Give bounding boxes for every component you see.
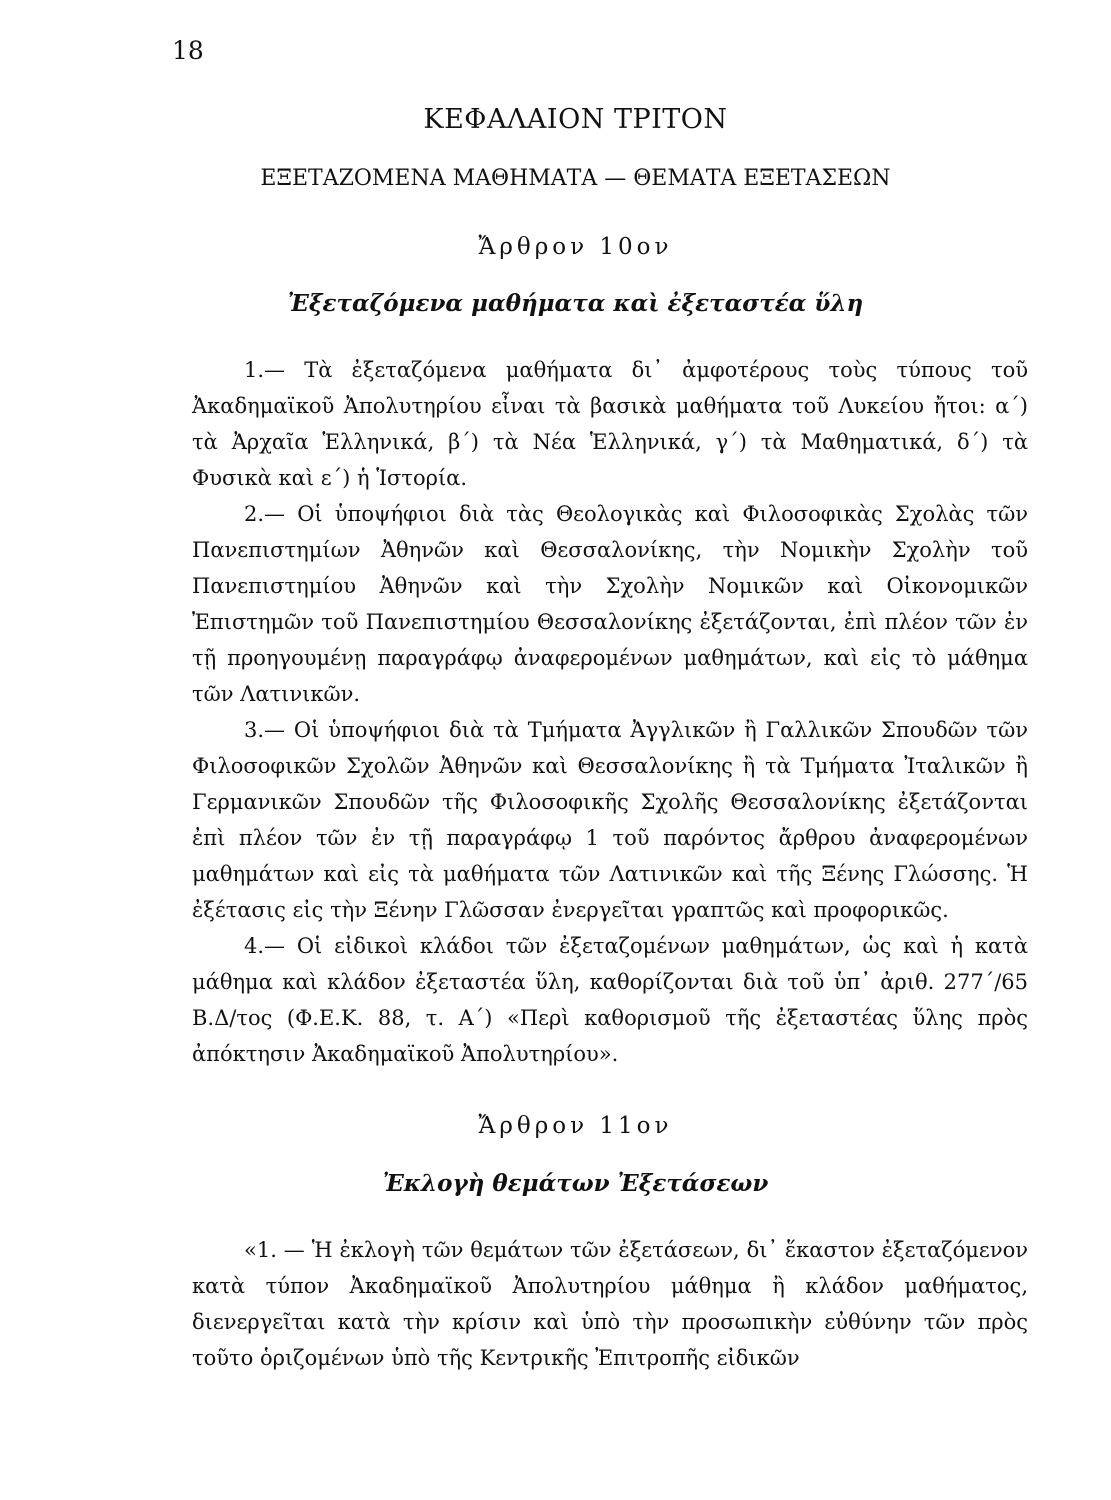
article-10-heading: Ἄρθρον 10ον (478, 234, 673, 260)
article-10-paragraph-4: 4.— Οἱ εἰδικοὶ κλάδοι τῶν ἐξεταζομένων μαθημάτων, ὡς καὶ ἡ κατὰ μάθημα καὶ κλάδον ἐξεταστέα ὕλη, καθορίζονται διὰ τοῦ ὑπ᾿ ἀριθ. 277΄/65 Β.Δ/τος (Φ.Ε.Κ. 88, τ. Α΄) «Περὶ καθορισμοῦ τῆς ἐξεταστέας ὕλης πρὸς ἀπόκτησιν Ἀκαδημαϊκοῦ Ἀπολυτηρίου». (192, 934, 1028, 1066)
section-title: ΕΞΕΤΑΖΟΜΕΝΑ ΜΑΘΗΜΑΤΑ — ΘΕΜΑΤΑ ΕΞΕΤΑΣΕΩΝ (260, 166, 891, 191)
page-number: 18 (172, 36, 204, 65)
article-11-heading: Ἄρθρον 11ον (478, 1113, 673, 1139)
article-10-body (192, 352, 1028, 1072)
article-10-paragraph-2: 2.— Οἱ ὑποψήφιοι διὰ τὰς Θεολογικὰς καὶ Φιλοσοφικὰς Σχολὰς τῶν Πανεπιστημίων Ἀθηνῶν καὶ Θεσσαλονίκης, τὴν Νομικὴν Σχολὴν τοῦ Πανεπιστημίου Ἀθηνῶν καὶ τὴν Σχολὴν Νομικῶν καὶ Οἰκονομικῶν Ἐπιστημῶν τοῦ Πανεπιστημίου Θεσσαλονίκης ἐξετάζονται, ἐπὶ πλέον τῶν ἐν τῇ προηγουμένῃ παραγράφῳ ἀναφερομένων μαθημάτων, καὶ εἰς τὸ μάθημα τῶν Λατινικῶν. (192, 502, 1028, 706)
article-11-paragraph-1: «1. — Ἡ ἐκλογὴ τῶν θεμάτων τῶν ἐξετάσεων, δι᾿ ἕκαστον ἐξεταζόμενον κατὰ τύπον Ἀκαδημαϊκοῦ Ἀπολυτηρίου μάθημα ἢ κλάδον μαθήματος, διενεργεῖται κατὰ τὴν κρίσιν καὶ ὑπὸ τὴν προσωπικὴν εὐθύνην τῶν πρὸς τοῦτο ὁριζομένων ὑπὸ τῆς Κεντρικῆς Ἐπιτροπῆς εἰδικῶν (192, 1238, 1028, 1370)
article-11-body (192, 1232, 1028, 1376)
chapter-title: ΚΕΦΑΛΑΙΟΝ ΤΡΙΤΟΝ (423, 104, 728, 135)
article-10-paragraph-1: 1.— Τὰ ἐξεταζόμενα μαθήματα δι᾿ ἀμφοτέρους τοὺς τύπους τοῦ Ἀκαδημαϊκοῦ Ἀπολυτηρίου εἶναι τὰ βασικὰ μαθήματα τοῦ Λυκείου ἤτοι: α΄) τὰ Ἀρχαῖα Ἑλληνικά, β΄) τὰ Νέα Ἑλληνικά, γ΄) τὰ Μαθηματικά, δ΄) τὰ Φυσικὰ καὶ ε΄) ἡ Ἱστορία. (192, 358, 1028, 490)
article-10-paragraph-3: 3.— Οἱ ὑποψήφιοι διὰ τὰ Τμήματα Ἀγγλικῶν ἢ Γαλλικῶν Σπουδῶν τῶν Φιλοσοφικῶν Σχολῶν Ἀθηνῶν καὶ Θεσσαλονίκης ἢ τὰ Τμήματα Ἰταλικῶν ἢ Γερμανικῶν Σπουδῶν τῆς Φιλοσοφικῆς Σχολῆς Θεσσαλονίκης ἐξετάζονται ἐπὶ πλέον τῶν ἐν τῇ παραγράφῳ 1 τοῦ παρόντος ἄρθρου ἀναφερομένων μαθημάτων καὶ εἰς τὰ μαθήματα τῶν Λατινικῶν καὶ τῆς Ξένης Γλώσσης. Ἡ ἐξέτασις εἰς τὴν Ξένην Γλῶσσαν ἐνεργεῖται γραπτῶς καὶ προφορικῶς. (192, 718, 1028, 922)
article-11-subtitle: Ἐκλογὴ θεμάτων Ἐξετάσεων (382, 1170, 769, 1197)
article-10-subtitle: Ἐξεταζόμενα μαθήματα καὶ ἐξεταστέα ὕλη (287, 290, 864, 317)
